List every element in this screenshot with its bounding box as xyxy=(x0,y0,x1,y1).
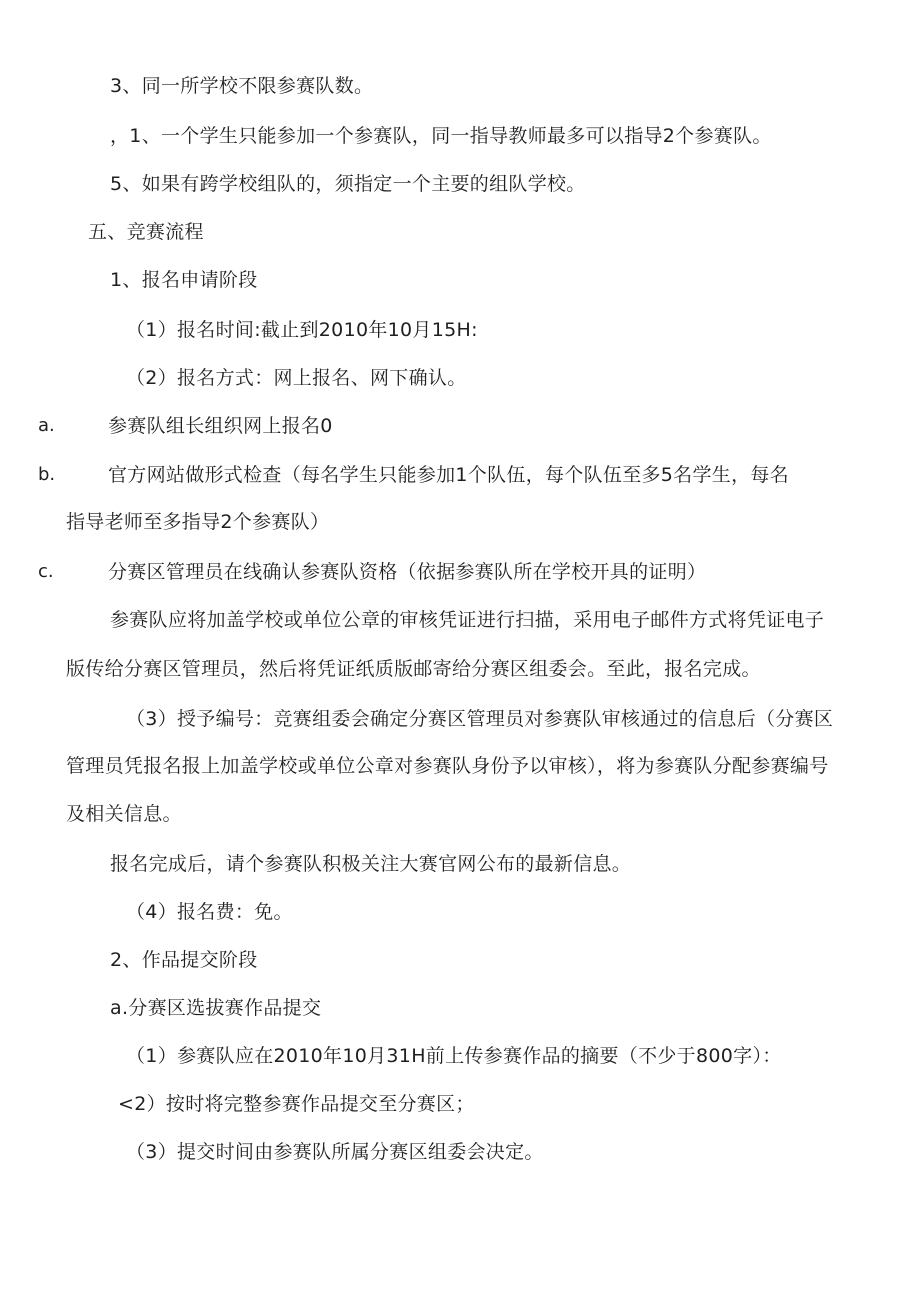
step-b-marker: b. xyxy=(38,464,56,485)
step-a-marker: a. xyxy=(38,415,55,436)
scan-paragraph-line2: 版传给分赛区管理员，然后将凭证纸质版邮寄给分赛区组委会。至此，报名完成。 xyxy=(66,658,761,680)
numbering-line2: 管理员凭报名报上加盖学校或单位公章对参赛队身份予以审核），将为参赛队分配参赛编号 xyxy=(66,755,829,777)
numbering-line1: （3）授予编号：竞赛组委会确定分赛区管理员对参赛队审核通过的信息后（分赛区 xyxy=(126,708,834,730)
registration-method: （2）报名方式：网上报名、网下确认。 xyxy=(126,367,467,389)
registration-fee: （4）报名费：免。 xyxy=(126,901,293,923)
stage-heading-submission: 2、作品提交阶段 xyxy=(110,949,258,971)
step-b-text-line1: 官方网站做形式检查（每名学生只能参加1个队伍，每个队伍至多5名学生，每名 xyxy=(108,464,789,486)
step-b-text-line2: 指导老师至多指导2个参赛队） xyxy=(66,511,330,533)
rule-item-1: ，1、一个学生只能参加一个参赛队，同一指导教师最多可以指导2个参赛队。 xyxy=(110,125,772,147)
submission-item-1: （1）参赛队应在2010年10月31H前上传参赛作品的摘要（不少于800字）： xyxy=(126,1045,782,1067)
rule-item-3: 3、同一所学校不限参赛队数。 xyxy=(110,75,374,97)
section-heading-competition-process: 五、竞赛流程 xyxy=(88,221,204,243)
step-c-marker: c. xyxy=(38,561,54,582)
step-c-text: 分赛区管理员在线确认参赛队资格（依据参赛队所在学校开具的证明） xyxy=(108,561,707,583)
after-registration-note: 报名完成后，请个参赛队积极关注大赛官网公布的最新信息。 xyxy=(110,853,632,875)
submission-item-2: <2）按时将完整参赛作品提交至分赛区； xyxy=(118,1093,475,1115)
step-a-text: 参赛队组长组织网上报名0 xyxy=(108,415,333,437)
stage-heading-registration: 1、报名申请阶段 xyxy=(110,269,258,291)
registration-time: （1）报名时间:截止到2010年10月15H: xyxy=(126,319,478,341)
scan-paragraph-line1: 参赛队应将加盖学校或单位公章的审核凭证进行扫描，采用电子邮件方式将凭证电子 xyxy=(110,609,825,631)
numbering-line3: 及相关信息。 xyxy=(66,803,182,825)
submission-item-3: （3）提交时间由参赛队所属分赛区组委会决定。 xyxy=(126,1141,544,1163)
sub-heading-regional-submission: a.分赛区选拔赛作品提交 xyxy=(110,997,322,1019)
rule-item-5: 5、如果有跨学校组队的，须指定一个主要的组队学校。 xyxy=(110,173,586,195)
